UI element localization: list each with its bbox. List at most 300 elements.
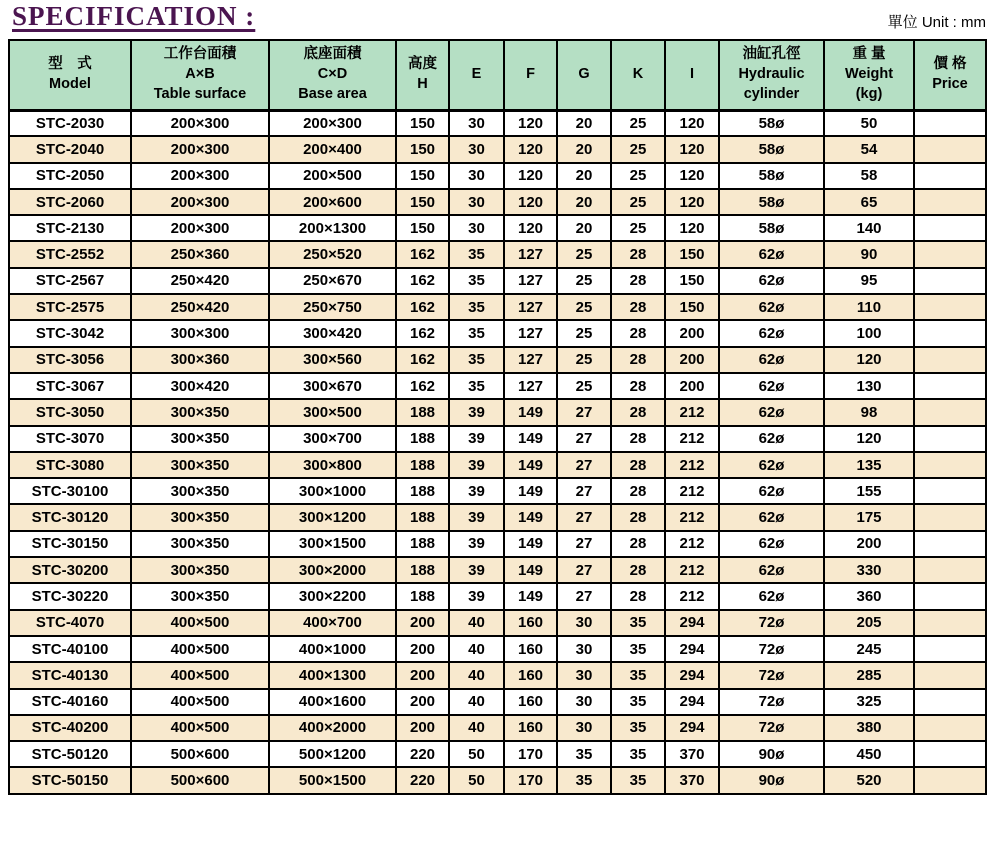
column-header-line: Price [932,75,968,92]
cell-price [914,767,986,793]
cell-weight: 120 [824,426,914,452]
cell-model: STC-2575 [9,294,131,320]
cell-model: STC-2567 [9,268,131,294]
column-header-line: G [578,65,590,82]
cell-i: 200 [665,320,719,346]
cell-g: 25 [557,241,611,267]
table-row [9,478,986,504]
cell-weight: 245 [824,636,914,662]
cell-f: 127 [504,373,557,399]
cell-price [914,610,986,636]
cell-weight: 520 [824,767,914,793]
cell-base-area: 200×600 [269,189,396,215]
column-header-line: Hydraulic [738,65,805,82]
cell-f: 127 [504,241,557,267]
cell-price [914,320,986,346]
cell-hydraulic-cylinder: 62ø [719,347,824,373]
cell-base-area: 300×1200 [269,504,396,530]
cell-height: 150 [396,110,449,136]
cell-g: 30 [557,636,611,662]
cell-table-surface: 300×350 [131,504,269,530]
cell-height: 188 [396,557,449,583]
cell-price [914,189,986,215]
cell-i: 212 [665,399,719,425]
cell-g: 25 [557,320,611,346]
cell-height: 188 [396,504,449,530]
cell-weight: 450 [824,741,914,767]
cell-hydraulic-cylinder: 62ø [719,426,824,452]
cell-g: 30 [557,715,611,741]
cell-k: 35 [611,610,665,636]
cell-model: STC-2050 [9,163,131,189]
table-header-row [9,40,986,110]
cell-base-area: 250×520 [269,241,396,267]
table-row [9,426,986,452]
cell-f: 120 [504,136,557,162]
cell-weight: 65 [824,189,914,215]
cell-hydraulic-cylinder: 62ø [719,268,824,294]
cell-price [914,557,986,583]
cell-k: 28 [611,452,665,478]
cell-hydraulic-cylinder: 62ø [719,478,824,504]
cell-price [914,241,986,267]
table-body [9,110,986,794]
table-row [9,715,986,741]
cell-e: 40 [449,689,504,715]
cell-f: 170 [504,741,557,767]
unit-label: 單位 Unit : mm [887,14,986,31]
cell-base-area: 300×800 [269,452,396,478]
cell-f: 149 [504,478,557,504]
cell-i: 212 [665,452,719,478]
cell-e: 39 [449,426,504,452]
cell-g: 27 [557,531,611,557]
cell-e: 35 [449,294,504,320]
cell-k: 35 [611,689,665,715]
cell-table-surface: 200×300 [131,110,269,136]
cell-hydraulic-cylinder: 62ø [719,583,824,609]
cell-weight: 100 [824,320,914,346]
cell-model: STC-3042 [9,320,131,346]
table-row [9,610,986,636]
cell-i: 212 [665,504,719,530]
cell-hydraulic-cylinder: 62ø [719,399,824,425]
cell-i: 294 [665,610,719,636]
cell-f: 127 [504,294,557,320]
cell-f: 120 [504,189,557,215]
table-row [9,110,986,136]
cell-base-area: 500×1200 [269,741,396,767]
cell-g: 27 [557,426,611,452]
cell-f: 149 [504,583,557,609]
cell-price [914,636,986,662]
cell-table-surface: 300×350 [131,531,269,557]
cell-weight: 175 [824,504,914,530]
column-header-line: 高度 [408,56,437,73]
cell-i: 120 [665,215,719,241]
cell-i: 120 [665,110,719,136]
cell-f: 160 [504,689,557,715]
column-header-base-area [269,40,396,110]
cell-price [914,268,986,294]
cell-hydraulic-cylinder: 62ø [719,531,824,557]
cell-height: 188 [396,426,449,452]
cell-hydraulic-cylinder: 62ø [719,241,824,267]
cell-g: 27 [557,583,611,609]
cell-model: STC-30220 [9,583,131,609]
cell-hydraulic-cylinder: 62ø [719,504,824,530]
cell-table-surface: 300×350 [131,399,269,425]
cell-f: 120 [504,110,557,136]
cell-base-area: 300×1500 [269,531,396,557]
cell-model: STC-50150 [9,767,131,793]
cell-k: 28 [611,241,665,267]
table-row [9,583,986,609]
cell-hydraulic-cylinder: 72ø [719,610,824,636]
cell-g: 27 [557,399,611,425]
cell-model: STC-40200 [9,715,131,741]
cell-i: 370 [665,767,719,793]
cell-g: 20 [557,110,611,136]
cell-model: STC-40160 [9,689,131,715]
table-row [9,767,986,793]
column-header-line: A×B [185,65,215,82]
cell-weight: 360 [824,583,914,609]
cell-weight: 58 [824,163,914,189]
specification-table [8,39,987,795]
cell-base-area: 300×500 [269,399,396,425]
cell-table-surface: 400×500 [131,636,269,662]
column-header-line: Table surface [153,85,247,102]
cell-price [914,689,986,715]
cell-g: 27 [557,557,611,583]
cell-hydraulic-cylinder: 58ø [719,189,824,215]
column-header-line: K [632,65,644,82]
cell-base-area: 400×700 [269,610,396,636]
cell-model: STC-2040 [9,136,131,162]
cell-k: 35 [611,741,665,767]
cell-price [914,399,986,425]
cell-model: STC-30100 [9,478,131,504]
cell-g: 20 [557,136,611,162]
cell-e: 40 [449,636,504,662]
cell-f: 149 [504,426,557,452]
cell-f: 160 [504,715,557,741]
column-header-line: C×D [317,65,348,82]
cell-weight: 135 [824,452,914,478]
cell-f: 120 [504,215,557,241]
cell-g: 30 [557,689,611,715]
cell-weight: 325 [824,689,914,715]
cell-weight: 200 [824,531,914,557]
cell-table-surface: 300×350 [131,426,269,452]
cell-i: 120 [665,163,719,189]
cell-g: 27 [557,504,611,530]
column-header-g [557,40,611,110]
table-row [9,294,986,320]
cell-g: 20 [557,215,611,241]
cell-table-surface: 400×500 [131,689,269,715]
cell-table-surface: 200×300 [131,215,269,241]
table-row [9,504,986,530]
cell-e: 50 [449,767,504,793]
column-header-line: cylinder [743,85,800,102]
cell-f: 149 [504,504,557,530]
cell-k: 28 [611,426,665,452]
cell-base-area: 300×2000 [269,557,396,583]
cell-model: STC-3067 [9,373,131,399]
cell-height: 162 [396,347,449,373]
cell-i: 212 [665,426,719,452]
cell-k: 28 [611,347,665,373]
cell-e: 39 [449,557,504,583]
top-bar [0,0,1000,39]
column-header-line: F [526,65,535,82]
cell-k: 28 [611,478,665,504]
cell-model: STC-2030 [9,110,131,136]
cell-model: STC-2130 [9,215,131,241]
column-header-line: 價 格 [933,56,967,73]
cell-i: 212 [665,478,719,504]
cell-k: 28 [611,583,665,609]
cell-k: 25 [611,215,665,241]
cell-model: STC-2552 [9,241,131,267]
cell-height: 200 [396,715,449,741]
cell-k: 25 [611,110,665,136]
cell-k: 35 [611,662,665,688]
cell-table-surface: 250×360 [131,241,269,267]
column-header-weight [824,40,914,110]
cell-g: 27 [557,452,611,478]
cell-f: 160 [504,610,557,636]
cell-hydraulic-cylinder: 90ø [719,741,824,767]
column-header-k [611,40,665,110]
cell-price [914,478,986,504]
cell-price [914,741,986,767]
cell-weight: 285 [824,662,914,688]
table-row [9,531,986,557]
cell-table-surface: 250×420 [131,268,269,294]
cell-k: 28 [611,504,665,530]
column-header-line: Model [49,75,91,92]
cell-price [914,531,986,557]
cell-i: 150 [665,241,719,267]
cell-hydraulic-cylinder: 72ø [719,662,824,688]
cell-weight: 380 [824,715,914,741]
cell-price [914,452,986,478]
cell-weight: 205 [824,610,914,636]
cell-base-area: 200×400 [269,136,396,162]
table-row [9,189,986,215]
column-header-line: 工作台面積 [163,46,237,63]
cell-e: 35 [449,241,504,267]
cell-model: STC-3080 [9,452,131,478]
cell-f: 160 [504,636,557,662]
cell-model: STC-4070 [9,610,131,636]
cell-f: 149 [504,399,557,425]
cell-i: 212 [665,531,719,557]
cell-g: 20 [557,189,611,215]
cell-model: STC-30120 [9,504,131,530]
cell-base-area: 400×1600 [269,689,396,715]
cell-hydraulic-cylinder: 62ø [719,373,824,399]
cell-g: 25 [557,268,611,294]
cell-k: 25 [611,163,665,189]
cell-f: 149 [504,557,557,583]
cell-f: 160 [504,662,557,688]
cell-height: 200 [396,636,449,662]
cell-e: 35 [449,347,504,373]
cell-k: 28 [611,399,665,425]
cell-model: STC-40100 [9,636,131,662]
cell-base-area: 500×1500 [269,767,396,793]
cell-table-surface: 300×350 [131,583,269,609]
table-row [9,215,986,241]
cell-e: 30 [449,215,504,241]
cell-e: 40 [449,610,504,636]
column-header-price [914,40,986,110]
cell-table-surface: 300×350 [131,452,269,478]
cell-i: 212 [665,583,719,609]
cell-table-surface: 250×420 [131,294,269,320]
cell-hydraulic-cylinder: 72ø [719,689,824,715]
cell-f: 149 [504,452,557,478]
table-row [9,347,986,373]
cell-height: 150 [396,136,449,162]
cell-base-area: 400×2000 [269,715,396,741]
cell-hydraulic-cylinder: 62ø [719,452,824,478]
cell-base-area: 400×1000 [269,636,396,662]
cell-i: 294 [665,636,719,662]
cell-height: 200 [396,610,449,636]
column-header-model [9,40,131,110]
cell-weight: 95 [824,268,914,294]
cell-table-surface: 300×360 [131,347,269,373]
cell-height: 200 [396,662,449,688]
cell-i: 120 [665,189,719,215]
cell-base-area: 200×500 [269,163,396,189]
cell-weight: 120 [824,347,914,373]
cell-i: 370 [665,741,719,767]
table-header [9,40,986,110]
cell-height: 188 [396,583,449,609]
cell-height: 162 [396,241,449,267]
cell-table-surface: 500×600 [131,767,269,793]
cell-height: 220 [396,767,449,793]
cell-height: 150 [396,189,449,215]
table-row [9,557,986,583]
cell-price [914,163,986,189]
cell-hydraulic-cylinder: 72ø [719,636,824,662]
cell-model: STC-30150 [9,531,131,557]
table-row [9,662,986,688]
cell-height: 188 [396,478,449,504]
cell-k: 25 [611,189,665,215]
cell-i: 212 [665,557,719,583]
cell-height: 150 [396,163,449,189]
cell-price [914,110,986,136]
cell-hydraulic-cylinder: 62ø [719,320,824,346]
cell-price [914,136,986,162]
cell-height: 162 [396,268,449,294]
cell-e: 40 [449,715,504,741]
cell-k: 35 [611,715,665,741]
column-header-table-surface [131,40,269,110]
cell-e: 39 [449,452,504,478]
cell-k: 28 [611,557,665,583]
cell-price [914,294,986,320]
cell-k: 25 [611,136,665,162]
table-row [9,452,986,478]
cell-height: 220 [396,741,449,767]
cell-i: 120 [665,136,719,162]
cell-weight: 130 [824,373,914,399]
table-row [9,241,986,267]
cell-table-surface: 500×600 [131,741,269,767]
cell-base-area: 200×1300 [269,215,396,241]
cell-e: 39 [449,531,504,557]
cell-k: 28 [611,320,665,346]
cell-hydraulic-cylinder: 58ø [719,136,824,162]
cell-f: 120 [504,163,557,189]
cell-hydraulic-cylinder: 58ø [719,110,824,136]
cell-table-surface: 200×300 [131,136,269,162]
column-header-line: 重 量 [852,46,886,63]
cell-height: 162 [396,294,449,320]
column-header-e [449,40,504,110]
cell-f: 149 [504,531,557,557]
cell-weight: 54 [824,136,914,162]
cell-f: 170 [504,767,557,793]
cell-base-area: 300×670 [269,373,396,399]
cell-table-surface: 300×300 [131,320,269,346]
column-header-hydraulic-cylinder [719,40,824,110]
cell-i: 150 [665,294,719,320]
cell-table-surface: 300×420 [131,373,269,399]
column-header-height [396,40,449,110]
cell-e: 39 [449,478,504,504]
cell-model: STC-2060 [9,189,131,215]
cell-g: 30 [557,610,611,636]
table-row [9,399,986,425]
table-row [9,320,986,346]
column-header-line: Weight [844,65,894,82]
cell-i: 200 [665,373,719,399]
table-row [9,741,986,767]
cell-table-surface: 400×500 [131,662,269,688]
cell-hydraulic-cylinder: 90ø [719,767,824,793]
cell-e: 30 [449,163,504,189]
table-row [9,163,986,189]
table-row [9,136,986,162]
cell-g: 35 [557,767,611,793]
cell-weight: 50 [824,110,914,136]
cell-f: 127 [504,347,557,373]
column-header-line: E [471,65,482,82]
cell-price [914,504,986,530]
column-header-i [665,40,719,110]
cell-weight: 98 [824,399,914,425]
cell-price [914,662,986,688]
cell-g: 25 [557,373,611,399]
cell-g: 25 [557,294,611,320]
cell-i: 200 [665,347,719,373]
cell-table-surface: 400×500 [131,610,269,636]
cell-hydraulic-cylinder: 62ø [719,294,824,320]
cell-table-surface: 200×300 [131,163,269,189]
cell-k: 28 [611,268,665,294]
cell-base-area: 300×1000 [269,478,396,504]
